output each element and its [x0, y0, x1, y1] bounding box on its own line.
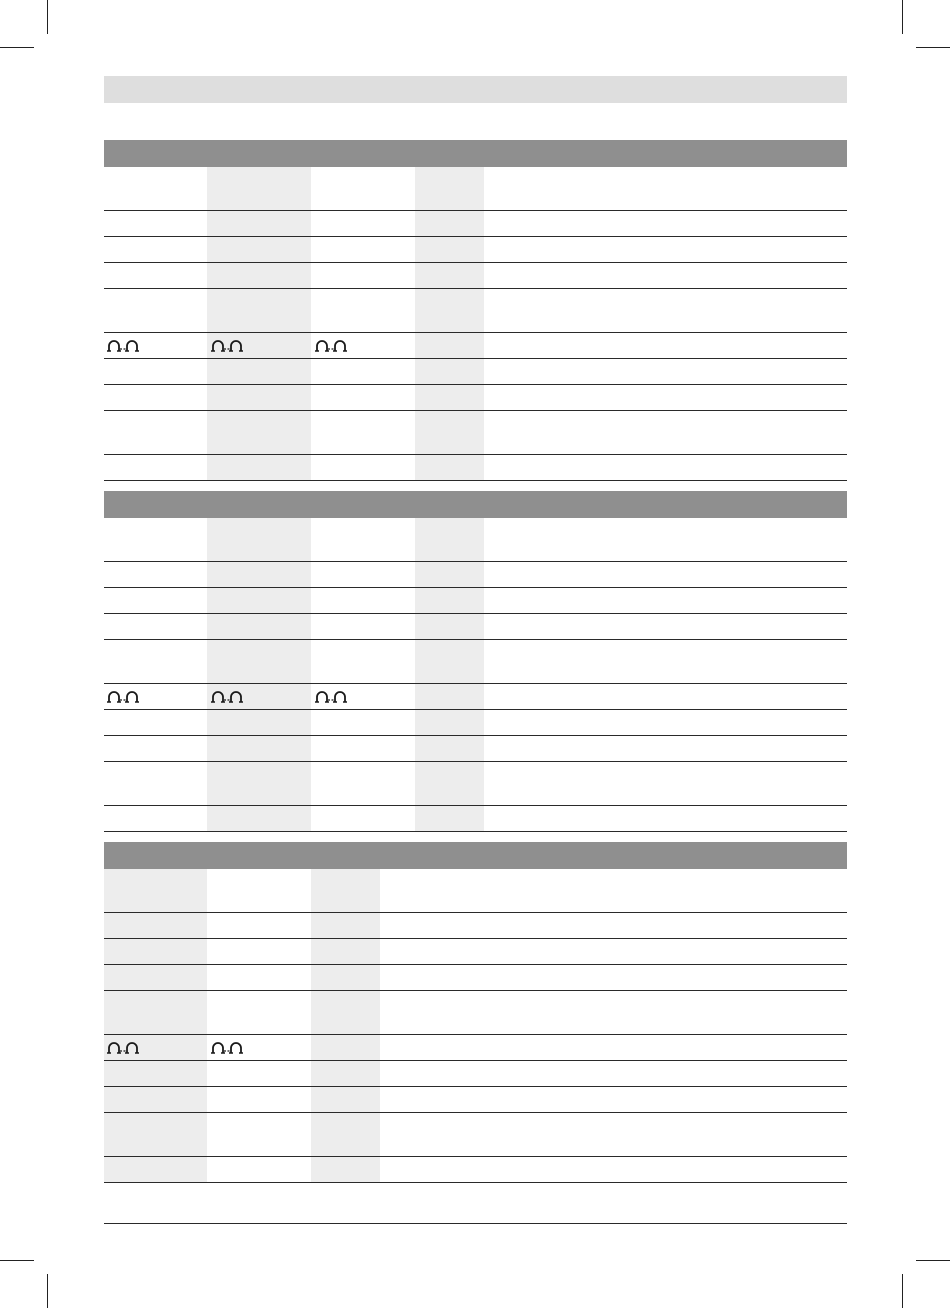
headphones-ohm-icon — [314, 688, 350, 706]
table-row — [104, 991, 847, 1035]
page-bottom-rule — [104, 1223, 847, 1224]
spec-table-3 — [104, 842, 847, 1183]
table-row — [104, 237, 847, 263]
section-header — [104, 491, 847, 518]
table-row — [104, 411, 847, 455]
table-row — [104, 1113, 847, 1157]
table-row — [104, 806, 847, 832]
crop-mark — [916, 47, 950, 48]
impedance-cell — [208, 333, 246, 358]
table-row — [104, 965, 847, 991]
headphones-ohm-icon — [106, 688, 142, 706]
table-row — [104, 736, 847, 762]
table-row — [104, 1061, 847, 1087]
crop-mark — [902, 1274, 903, 1308]
crop-mark — [902, 0, 903, 34]
headphones-ohm-icon — [314, 337, 350, 355]
section-header — [104, 140, 847, 167]
spec-table-1 — [104, 140, 847, 481]
headphones-ohm-icon — [210, 1039, 246, 1057]
table-row — [104, 588, 847, 614]
table-row — [104, 1157, 847, 1183]
table-row — [104, 939, 847, 965]
crop-mark — [916, 1260, 950, 1261]
table-row — [104, 289, 847, 333]
impedance-cell — [312, 333, 350, 358]
page-title-bar — [104, 76, 847, 103]
table-row — [104, 684, 847, 710]
impedance-cell — [208, 1035, 246, 1060]
table-body — [104, 869, 847, 1183]
table-row — [104, 869, 847, 913]
table-row — [104, 359, 847, 385]
table-row — [104, 455, 847, 481]
impedance-cell — [104, 1035, 142, 1060]
table-row — [104, 211, 847, 237]
spec-table-2 — [104, 491, 847, 832]
impedance-cell — [208, 684, 246, 709]
crop-mark — [0, 1260, 34, 1261]
table-row — [104, 1035, 847, 1061]
headphones-ohm-icon — [210, 688, 246, 706]
crop-mark — [47, 0, 48, 34]
crop-mark — [0, 47, 34, 48]
impedance-cell — [312, 684, 350, 709]
table-row — [104, 167, 847, 211]
table-body — [104, 167, 847, 481]
table-row — [104, 710, 847, 736]
table-row — [104, 518, 847, 562]
table-row — [104, 385, 847, 411]
impedance-cell — [104, 684, 142, 709]
crop-mark — [47, 1274, 48, 1308]
table-row — [104, 762, 847, 806]
table-row — [104, 562, 847, 588]
table-row — [104, 614, 847, 640]
table-row — [104, 1087, 847, 1113]
impedance-cell — [104, 333, 142, 358]
table-row — [104, 333, 847, 359]
headphones-ohm-icon — [106, 1039, 142, 1057]
table-row — [104, 640, 847, 684]
section-header — [104, 842, 847, 869]
table-body — [104, 518, 847, 832]
table-row — [104, 913, 847, 939]
table-row — [104, 263, 847, 289]
headphones-ohm-icon — [210, 337, 246, 355]
headphones-ohm-icon — [106, 337, 142, 355]
